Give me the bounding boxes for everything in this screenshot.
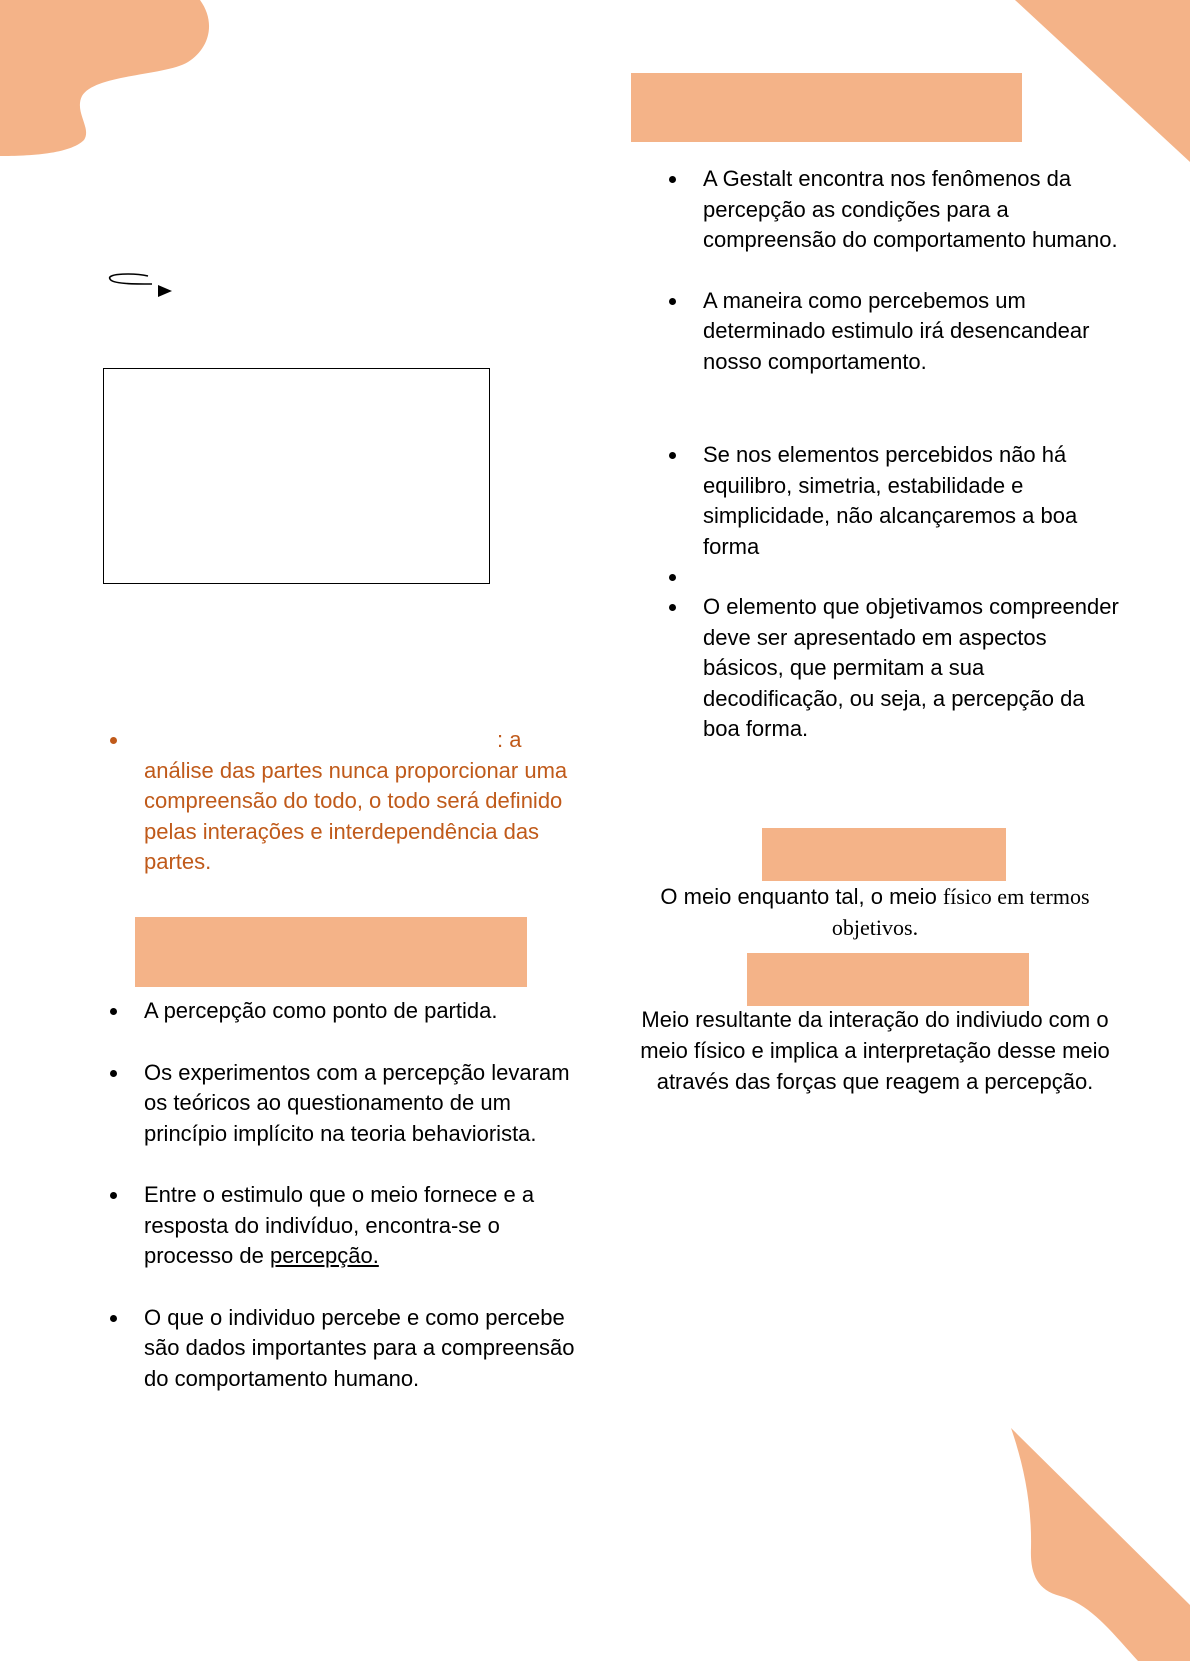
- list-item: A maneira como percebemos um determinado estimulo irá desencandear nosso comportamento.: [665, 286, 1119, 378]
- definition-text: : a análise das partes nunca proporcionar uma compreensão do todo, o todo será definido pelas interações e interdependência das partes.: [144, 727, 568, 874]
- list-item: O elemento que objetivamos compreender deve ser apresentado em aspectos básicos, que permitam a sua decodificação, ou seja, a percepção da boa forma.: [665, 592, 1119, 745]
- list-item: A percepção como ponto de partida.: [106, 996, 576, 1027]
- curved-arrow-icon: [110, 274, 172, 297]
- list-item: O que o individuo percebe e como percebe são dados importantes para a compreensão do comportamento humano.: [106, 1303, 576, 1395]
- heading-bar-geographic-environment: [762, 828, 1006, 881]
- top-left-blob-shape: [0, 0, 209, 156]
- empty-image-frame: [103, 368, 490, 584]
- behavioral-environment-text: Meio resultante da interação do indiviudo com o meio físico e implica a interpretação desse meio através das forças que reagem a percepção.: [640, 1007, 1110, 1094]
- left-bullet-list: [106, 996, 576, 1394]
- heading-bar-left-middle: [135, 917, 527, 987]
- definition-bullet-list: [106, 725, 576, 878]
- heading-bar-right-top: [631, 73, 1022, 142]
- top-right-triangle-shape: [1015, 0, 1190, 162]
- geographic-environment-text: O meio enquanto tal, o meio físico em termos objetivos.: [660, 884, 1090, 940]
- right-bullet-list: [665, 164, 1119, 745]
- bottom-right-blob-shape: [1011, 1428, 1190, 1661]
- list-item: A Gestalt encontra nos fenômenos da percepção as condições para a compreensão do comportamento humano.: [665, 164, 1119, 256]
- list-item: Se nos elementos percebidos não há equilibro, simetria, estabilidade e simplicidade, não alcançaremos a boa forma: [665, 440, 1119, 562]
- heading-bar-behavioral-environment: [747, 953, 1029, 1006]
- definition-bullet: [106, 725, 576, 878]
- list-item: Os experimentos com a percepção levaram os teóricos ao questionamento de um princípio implícito na teoria behaviorista.: [106, 1058, 576, 1150]
- list-item-empty: [665, 562, 1119, 592]
- list-item: Entre o estimulo que o meio fornece e a resposta do indivíduo, encontra-se o processo de percepção.: [106, 1180, 576, 1272]
- underlined-term: percepção.: [269, 1243, 379, 1268]
